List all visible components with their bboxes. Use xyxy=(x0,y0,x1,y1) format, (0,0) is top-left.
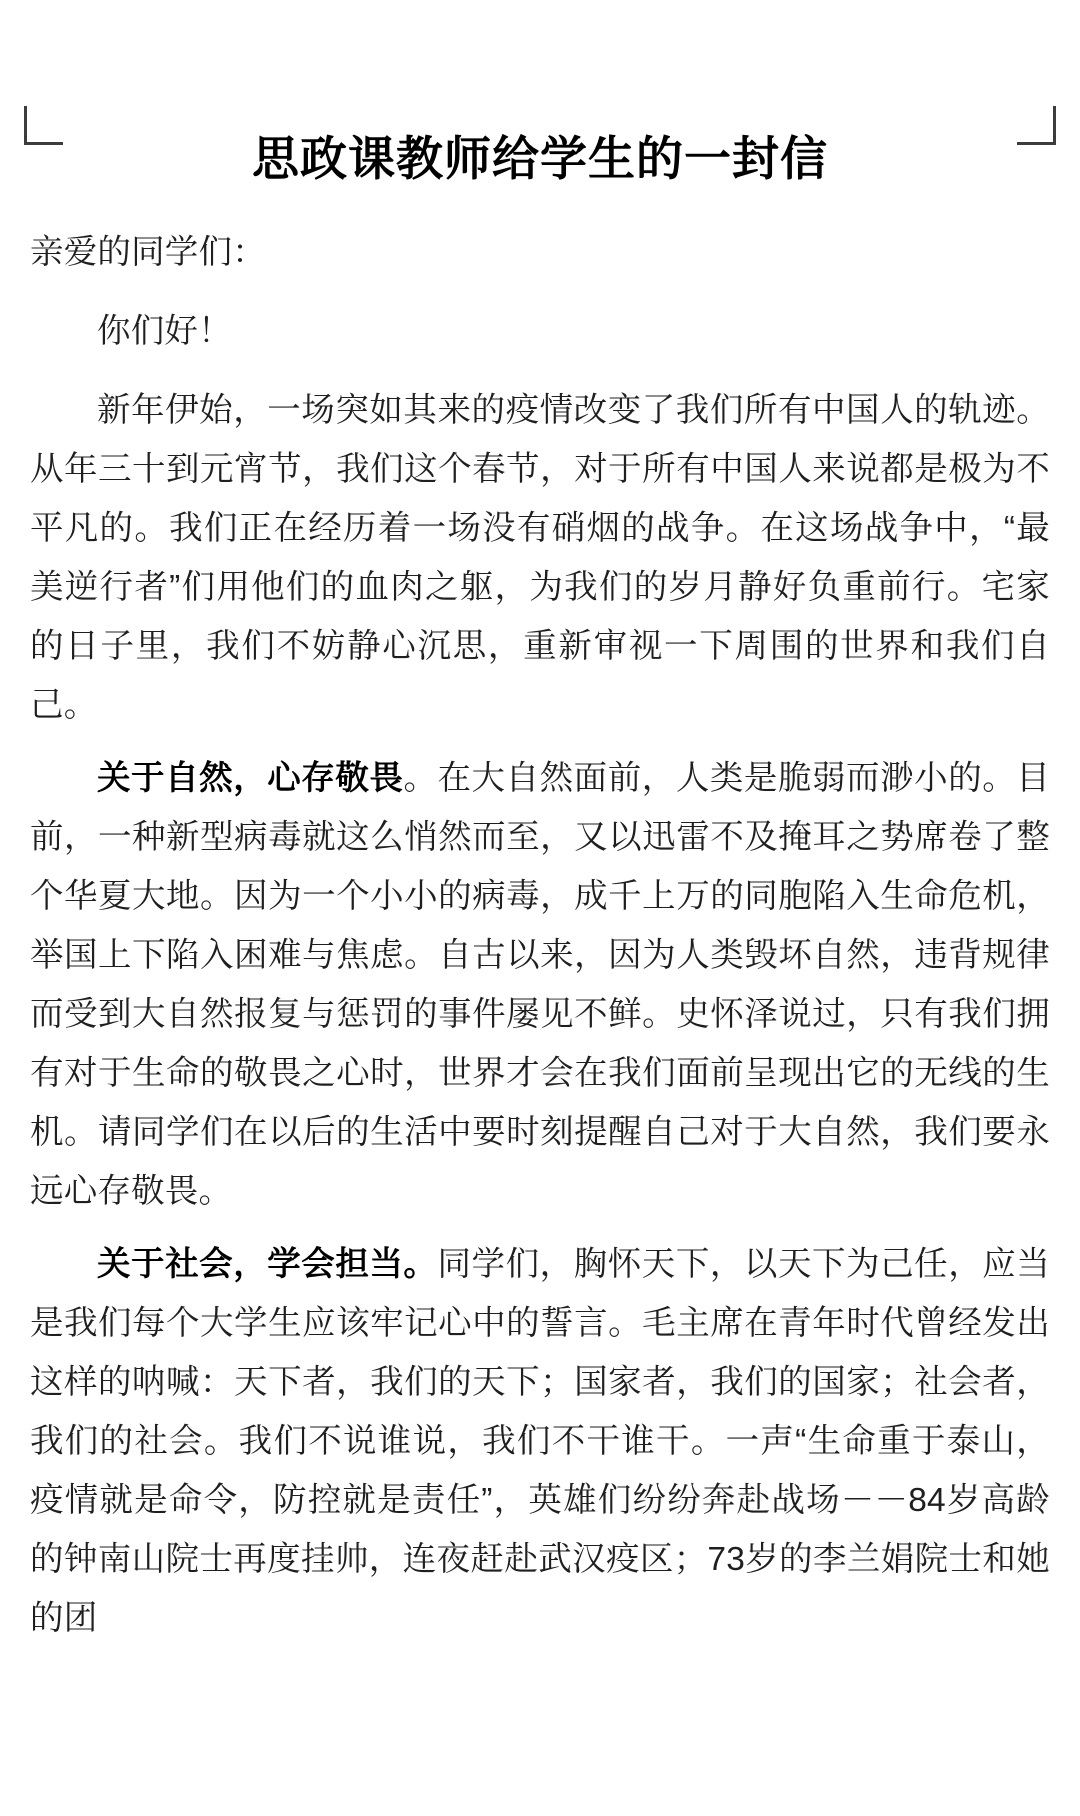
paragraph-nature-text: 。在大自然面前，人类是脆弱而渺小的。目前，一种新型病毒就这么悄然而至，又以迅雷不及掩耳之势席卷了整个华夏大地。因为一个小小的病毒，成千上万的同胞陷入生命危机，举国上下陷入困难与焦虑。自古以来，因为人类毁坏自然，违背规律而受到大自然报复与惩罚的事件屡见不鲜。史怀泽说过，只有我们拥有对于生命的敬畏之心时，世界才会在我们面前呈现出它的无线的生机。请同学们在以后的生活中要时刻提醒自己对于大自然，我们要永远心存敬畏。 xyxy=(30,759,1050,1210)
paragraph-intro-text: 新年伊始，一场突如其来的疫情改变了我们所有中国人的轨迹。从年三十到元宵节，我们这个春节，对于所有中国人来说都是极为不平凡的。我们正在经历着一场没有硝烟的战争。在这场战争中，“最美逆行者”们用他们的血肉之躯，为我们的岁月静好负重前行。宅家的日子里，我们不妨静心沉思，重新审视一下周围的世界和我们自己。 xyxy=(30,391,1050,724)
paragraph-society-bold-lead: 关于社会，学会担当。 xyxy=(97,1245,438,1283)
paragraph-intro xyxy=(30,381,1050,735)
paragraph-nature xyxy=(30,749,1050,1221)
paragraph-society xyxy=(30,1235,1050,1648)
document-content xyxy=(30,130,1050,1648)
greeting: 你们好！ xyxy=(97,312,232,350)
paragraph-society-text: 同学们，胸怀天下，以天下为己任，应当是我们每个大学生应该牢记心中的誓言。毛主席在青年时代曾经发出这样的呐喊：天下者，我们的天下；国家者，我们的国家；社会者，我们的社会。我们不说谁说，我们不干谁干。一声“生命重于泰山，疫情就是命令，防控就是责任”，英雄们纷纷奔赴战场－－84岁高龄的钟南山院士再度挂帅，连夜赶赴武汉疫区；73岁的李兰娟院士和她的团 xyxy=(30,1245,1050,1637)
document-title: 思政课教师给学生的一封信 xyxy=(252,132,828,185)
salutation: 亲爱的同学们： xyxy=(30,233,266,271)
paragraph-nature-bold-lead: 关于自然，心存敬畏 xyxy=(97,759,404,797)
